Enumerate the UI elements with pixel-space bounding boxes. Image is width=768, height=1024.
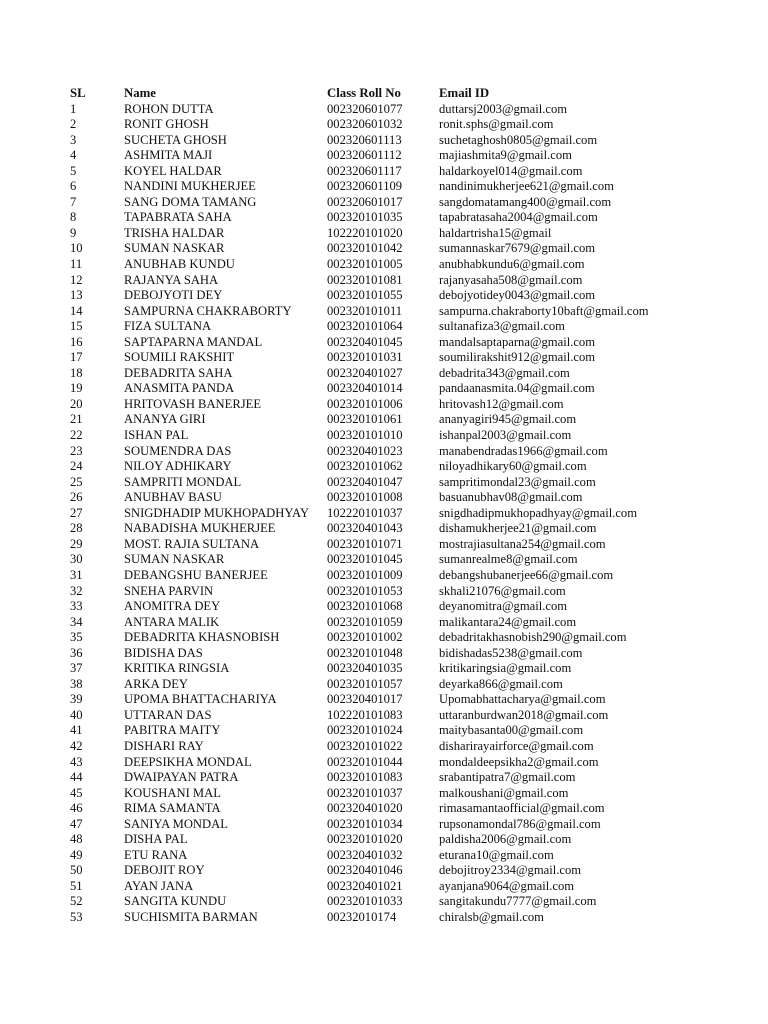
cell-name: TAPABRATA SAHA xyxy=(124,210,232,225)
cell-class-roll-no: 002320401017 xyxy=(327,692,403,707)
cell-name: SANIYA MONDAL xyxy=(124,816,228,831)
table-row xyxy=(70,102,690,118)
cell-sl: 44 xyxy=(70,770,83,785)
cell-class-roll-no: 002320101020 xyxy=(327,832,403,847)
cell-class-roll-no: 002320401035 xyxy=(327,661,403,676)
cell-class-roll-no: 002320601017 xyxy=(327,194,403,209)
table-row xyxy=(70,257,690,273)
cell-class-roll-no: 002320101044 xyxy=(327,754,403,769)
cell-class-roll-no: 00232010174 xyxy=(327,909,397,924)
cell-class-roll-no: 002320101048 xyxy=(327,645,403,660)
cell-class-roll-no: 002320101081 xyxy=(327,272,403,287)
table-row xyxy=(70,646,690,662)
cell-name: ANANYA GIRI xyxy=(124,412,206,427)
cell-name: AYAN JANA xyxy=(124,878,194,893)
cell-class-roll-no: 002320101006 xyxy=(327,396,403,411)
table-row xyxy=(70,801,690,817)
cell-sl: 37 xyxy=(70,661,83,676)
table-row xyxy=(70,848,690,864)
cell-email: sampurna.chakraborty10baft@gmail.com xyxy=(439,303,649,318)
table-row xyxy=(70,164,690,180)
cell-sl: 46 xyxy=(70,801,83,816)
cell-name: SAMPRITI MONDAL xyxy=(124,474,242,489)
cell-email: mostrajiasultana254@gmail.com xyxy=(439,536,606,551)
table-row xyxy=(70,786,690,802)
cell-name: KOUSHANI MAL xyxy=(124,785,221,800)
table-row xyxy=(70,133,690,149)
cell-email: pandaanasmita.04@gmail.com xyxy=(439,381,595,396)
cell-email: majiashmita9@gmail.com xyxy=(439,148,572,163)
cell-class-roll-no: 002320601117 xyxy=(327,163,402,178)
table-row xyxy=(70,304,690,320)
cell-class-roll-no: 002320401023 xyxy=(327,443,403,458)
cell-sl: 25 xyxy=(70,474,83,489)
cell-name: FIZA SULTANA xyxy=(124,319,212,334)
cell-name: PABITRA MAITY xyxy=(124,723,221,738)
table-row xyxy=(70,879,690,895)
cell-email: snigdhadipmukhopadhyay@gmail.com xyxy=(439,505,638,520)
table-row xyxy=(70,412,690,428)
cell-sl: 12 xyxy=(70,272,83,287)
table-row xyxy=(70,350,690,366)
cell-sl: 31 xyxy=(70,567,83,582)
cell-email: deyarka866@gmail.com xyxy=(439,676,563,691)
cell-class-roll-no: 002320401021 xyxy=(327,878,403,893)
cell-class-roll-no: 002320101059 xyxy=(327,614,403,629)
cell-email: sangdomatamang400@gmail.com xyxy=(439,194,612,209)
table-row xyxy=(70,537,690,553)
cell-name: DEBOJIT ROY xyxy=(124,863,205,878)
cell-email: suchetaghosh0805@gmail.com xyxy=(439,132,598,147)
table-row xyxy=(70,288,690,304)
cell-name: SAMPURNA CHAKRABORTY xyxy=(124,303,292,318)
cell-sl: 5 xyxy=(70,163,77,178)
cell-class-roll-no: 002320101002 xyxy=(327,630,403,645)
table-row xyxy=(70,179,690,195)
cell-class-roll-no: 002320401046 xyxy=(327,863,403,878)
table-row xyxy=(70,366,690,382)
table-row xyxy=(70,817,690,833)
cell-email: Upomabhattacharya@gmail.com xyxy=(439,692,606,707)
cell-class-roll-no: 002320101009 xyxy=(327,567,403,582)
table-row xyxy=(70,475,690,491)
table-row xyxy=(70,661,690,677)
cell-email: anubhabkundu6@gmail.com xyxy=(439,257,585,272)
cell-name: NABADISHA MUKHERJEE xyxy=(124,521,276,536)
cell-email: paldisha2006@gmail.com xyxy=(439,832,572,847)
cell-name: NILOY ADHIKARY xyxy=(124,459,232,474)
cell-class-roll-no: 002320101064 xyxy=(327,319,403,334)
table-row xyxy=(70,894,690,910)
table-row xyxy=(70,444,690,460)
cell-email: malikantara24@gmail.com xyxy=(439,614,577,629)
table-row xyxy=(70,273,690,289)
cell-class-roll-no: 002320101010 xyxy=(327,428,403,443)
cell-sl: 9 xyxy=(70,225,77,240)
cell-name: SANG DOMA TAMANG xyxy=(124,194,257,209)
cell-name: ANOMITRA DEY xyxy=(124,599,221,614)
cell-sl: 19 xyxy=(70,381,83,396)
cell-sl: 24 xyxy=(70,459,83,474)
cell-sl: 2 xyxy=(70,117,77,132)
cell-email: mondaldeepsikha2@gmail.com xyxy=(439,754,599,769)
cell-name: SUMAN NASKAR xyxy=(124,552,225,567)
cell-sl: 26 xyxy=(70,490,83,505)
cell-name: SOUMILI RAKSHIT xyxy=(124,350,235,365)
cell-name: DEBADRITA SAHA xyxy=(124,365,233,380)
cell-name: BIDISHA DAS xyxy=(124,645,203,660)
cell-email: soumilirakshit912@gmail.com xyxy=(439,350,596,365)
cell-email: maitybasanta00@gmail.com xyxy=(439,723,584,738)
table-body xyxy=(70,102,690,926)
cell-name: MOST. RAJIA SULTANA xyxy=(124,536,260,551)
cell-sl: 11 xyxy=(70,257,83,272)
table-row xyxy=(70,677,690,693)
cell-name: SUCHETA GHOSH xyxy=(124,132,227,147)
table-row xyxy=(70,910,690,926)
cell-name: UPOMA BHATTACHARIYA xyxy=(124,692,277,707)
table-row xyxy=(70,428,690,444)
cell-email: sampritimondal23@gmail.com xyxy=(439,474,596,489)
cell-email: rupsonamondal786@gmail.com xyxy=(439,816,601,831)
cell-email: rajanyasaha508@gmail.com xyxy=(439,272,583,287)
cell-class-roll-no: 002320601077 xyxy=(327,101,403,116)
table-row xyxy=(70,397,690,413)
cell-name: SUCHISMITA BARMAN xyxy=(124,909,258,924)
cell-sl: 53 xyxy=(70,909,83,924)
cell-sl: 40 xyxy=(70,707,83,722)
cell-email: ayanjana9064@gmail.com xyxy=(439,878,575,893)
cell-name: DEEPSIKHA MONDAL xyxy=(124,754,252,769)
cell-sl: 15 xyxy=(70,319,83,334)
cell-class-roll-no: 002320101068 xyxy=(327,599,403,614)
cell-name: SUMAN NASKAR xyxy=(124,241,225,256)
cell-email: uttaranburdwan2018@gmail.com xyxy=(439,707,609,722)
cell-sl: 29 xyxy=(70,536,83,551)
cell-name: RONIT GHOSH xyxy=(124,117,209,132)
cell-sl: 30 xyxy=(70,552,83,567)
table-row xyxy=(70,148,690,164)
cell-class-roll-no: 002320401043 xyxy=(327,521,403,536)
cell-email: tapabratasaha2004@gmail.com xyxy=(439,210,598,225)
cell-name: ETU RANA xyxy=(124,847,188,862)
table-row xyxy=(70,568,690,584)
cell-class-roll-no: 002320601109 xyxy=(327,179,403,194)
cell-sl: 41 xyxy=(70,723,83,738)
cell-name: ANUBHAV BASU xyxy=(124,490,222,505)
cell-sl: 47 xyxy=(70,816,83,831)
table-header-row xyxy=(70,86,690,102)
cell-email: haldarkoyel014@gmail.com xyxy=(439,163,583,178)
table-row xyxy=(70,381,690,397)
cell-sl: 6 xyxy=(70,179,77,194)
cell-name: ISHAN PAL xyxy=(124,428,189,443)
cell-class-roll-no: 002320101033 xyxy=(327,894,403,909)
cell-name: UTTARAN DAS xyxy=(124,707,212,722)
header-sl: SL xyxy=(70,86,86,100)
cell-class-roll-no: 002320101083 xyxy=(327,770,403,785)
table-row xyxy=(70,863,690,879)
cell-name: DWAIPAYAN PATRA xyxy=(124,770,239,785)
cell-class-roll-no: 002320101053 xyxy=(327,583,403,598)
cell-class-roll-no: 002320401020 xyxy=(327,801,403,816)
cell-class-roll-no: 002320401027 xyxy=(327,365,403,380)
cell-class-roll-no: 102220101020 xyxy=(327,225,403,240)
table-row xyxy=(70,319,690,335)
cell-name: ANASMITA PANDA xyxy=(124,381,235,396)
cell-sl: 49 xyxy=(70,847,83,862)
cell-email: duttarsj2003@gmail.com xyxy=(439,101,568,116)
cell-class-roll-no: 002320601032 xyxy=(327,117,403,132)
cell-name: ARKA DEY xyxy=(124,676,189,691)
cell-sl: 4 xyxy=(70,148,77,163)
table-row xyxy=(70,195,690,211)
cell-sl: 16 xyxy=(70,334,83,349)
cell-email: kritikaringsia@gmail.com xyxy=(439,661,572,676)
cell-class-roll-no: 002320101055 xyxy=(327,288,403,303)
cell-email: mandalsaptaparna@gmail.com xyxy=(439,334,596,349)
cell-sl: 28 xyxy=(70,521,83,536)
cell-sl: 20 xyxy=(70,396,83,411)
cell-name: SOUMENDRA DAS xyxy=(124,443,232,458)
cell-email: haldartrisha15@gmail xyxy=(439,225,552,240)
student-roster-table xyxy=(70,86,690,926)
table-row xyxy=(70,241,690,257)
cell-sl: 17 xyxy=(70,350,83,365)
cell-email: rimasamantaofficial@gmail.com xyxy=(439,801,605,816)
cell-sl: 51 xyxy=(70,878,83,893)
cell-sl: 35 xyxy=(70,630,83,645)
table-row xyxy=(70,506,690,522)
table-row xyxy=(70,117,690,133)
cell-class-roll-no: 002320401032 xyxy=(327,847,403,862)
cell-class-roll-no: 102220101037 xyxy=(327,505,403,520)
cell-email: debojyotidey0043@gmail.com xyxy=(439,288,596,303)
table-row xyxy=(70,755,690,771)
cell-name: SNEHA PARVIN xyxy=(124,583,214,598)
table-row xyxy=(70,584,690,600)
header-name: Name xyxy=(124,86,156,100)
cell-email: manabendradas1966@gmail.com xyxy=(439,443,608,458)
cell-name: DEBOJYOTI DEY xyxy=(124,288,223,303)
cell-class-roll-no: 002320101042 xyxy=(327,241,403,256)
cell-email: niloyadhikary60@gmail.com xyxy=(439,459,587,474)
table-row xyxy=(70,739,690,755)
cell-sl: 32 xyxy=(70,583,83,598)
table-row xyxy=(70,723,690,739)
cell-email: bidishadas5238@gmail.com xyxy=(439,645,583,660)
cell-class-roll-no: 002320401014 xyxy=(327,381,403,396)
cell-name: SANGITA KUNDU xyxy=(124,894,227,909)
table-row xyxy=(70,832,690,848)
cell-name: RIMA SAMANTA xyxy=(124,801,221,816)
table-row xyxy=(70,226,690,242)
cell-class-roll-no: 002320101071 xyxy=(327,536,403,551)
cell-class-roll-no: 102220101083 xyxy=(327,707,403,722)
cell-sl: 10 xyxy=(70,241,83,256)
cell-name: TRISHA HALDAR xyxy=(124,225,225,240)
cell-class-roll-no: 002320101031 xyxy=(327,350,403,365)
cell-class-roll-no: 002320101061 xyxy=(327,412,403,427)
cell-email: sumannaskar7679@gmail.com xyxy=(439,241,596,256)
cell-class-roll-no: 002320101035 xyxy=(327,210,403,225)
cell-class-roll-no: 002320101005 xyxy=(327,257,403,272)
cell-sl: 13 xyxy=(70,288,83,303)
cell-class-roll-no: 002320101037 xyxy=(327,785,403,800)
cell-class-roll-no: 002320401045 xyxy=(327,334,403,349)
cell-sl: 43 xyxy=(70,754,83,769)
cell-class-roll-no: 002320101045 xyxy=(327,552,403,567)
cell-email: basuanubhav08@gmail.com xyxy=(439,490,583,505)
cell-name: DISHA PAL xyxy=(124,832,188,847)
cell-sl: 23 xyxy=(70,443,83,458)
cell-name: HRITOVASH BANERJEE xyxy=(124,396,262,411)
cell-sl: 14 xyxy=(70,303,83,318)
cell-sl: 27 xyxy=(70,505,83,520)
cell-name: KOYEL HALDAR xyxy=(124,163,222,178)
cell-sl: 3 xyxy=(70,132,77,147)
cell-class-roll-no: 002320401047 xyxy=(327,474,403,489)
header-email-id: Email ID xyxy=(439,86,490,100)
cell-name: DEBANGSHU BANERJEE xyxy=(124,567,268,582)
cell-sl: 18 xyxy=(70,365,83,380)
cell-email: ishanpal2003@gmail.com xyxy=(439,428,572,443)
cell-email: sangitakundu7777@gmail.com xyxy=(439,894,597,909)
table-row xyxy=(70,615,690,631)
table-row xyxy=(70,599,690,615)
cell-name: ANTARA MALIK xyxy=(124,614,220,629)
cell-email: ananyagiri945@gmail.com xyxy=(439,412,577,427)
table-row xyxy=(70,490,690,506)
cell-name: DEBADRITA KHASNOBISH xyxy=(124,630,280,645)
cell-email: ronit.sphs@gmail.com xyxy=(439,117,554,132)
cell-class-roll-no: 002320101022 xyxy=(327,738,403,753)
cell-email: chiralsb@gmail.com xyxy=(439,909,544,924)
cell-name: ROHON DUTTA xyxy=(124,101,214,116)
cell-sl: 38 xyxy=(70,676,83,691)
cell-sl: 1 xyxy=(70,101,77,116)
table-row xyxy=(70,459,690,475)
cell-sl: 34 xyxy=(70,614,83,629)
cell-email: eturana10@gmail.com xyxy=(439,847,554,862)
cell-email: debojitroy2334@gmail.com xyxy=(439,863,582,878)
cell-name: KRITIKA RINGSIA xyxy=(124,661,230,676)
cell-email: debadritakhasnobish290@gmail.com xyxy=(439,630,627,645)
cell-sl: 22 xyxy=(70,428,83,443)
cell-class-roll-no: 002320101011 xyxy=(327,303,403,318)
cell-sl: 45 xyxy=(70,785,83,800)
cell-class-roll-no: 002320601112 xyxy=(327,148,402,163)
cell-sl: 48 xyxy=(70,832,83,847)
cell-email: skhali21076@gmail.com xyxy=(439,583,566,598)
cell-email: nandinimukherjee621@gmail.com xyxy=(439,179,614,194)
cell-email: sumanrealme8@gmail.com xyxy=(439,552,578,567)
cell-email: malkoushani@gmail.com xyxy=(439,785,569,800)
cell-sl: 42 xyxy=(70,738,83,753)
table-row xyxy=(70,708,690,724)
table-row xyxy=(70,692,690,708)
cell-email: debangshubanerjee66@gmail.com xyxy=(439,567,614,582)
table-row xyxy=(70,552,690,568)
cell-email: srabantipatra7@gmail.com xyxy=(439,770,576,785)
table-row xyxy=(70,210,690,226)
cell-name: ANUBHAB KUNDU xyxy=(124,257,235,272)
cell-email: debadrita343@gmail.com xyxy=(439,365,570,380)
cell-email: hritovash12@gmail.com xyxy=(439,396,564,411)
header-class-roll-no: Class Roll No xyxy=(327,86,401,100)
cell-class-roll-no: 002320101008 xyxy=(327,490,403,505)
cell-name: SNIGDHADIP MUKHOPADHYAY xyxy=(124,505,310,520)
table-row xyxy=(70,521,690,537)
cell-email: disharirayairforce@gmail.com xyxy=(439,738,594,753)
cell-sl: 21 xyxy=(70,412,83,427)
cell-sl: 8 xyxy=(70,210,77,225)
cell-name: ASHMITA MAJI xyxy=(124,148,213,163)
table-row xyxy=(70,630,690,646)
cell-name: RAJANYA SAHA xyxy=(124,272,219,287)
cell-class-roll-no: 002320101062 xyxy=(327,459,403,474)
cell-email: deyanomitra@gmail.com xyxy=(439,599,568,614)
cell-name: NANDINI MUKHERJEE xyxy=(124,179,256,194)
cell-name: DISHARI RAY xyxy=(124,738,204,753)
cell-sl: 33 xyxy=(70,599,83,614)
cell-class-roll-no: 002320101034 xyxy=(327,816,403,831)
cell-sl: 36 xyxy=(70,645,83,660)
cell-class-roll-no: 002320601113 xyxy=(327,132,402,147)
cell-name: SAPTAPARNA MANDAL xyxy=(124,334,263,349)
cell-email: dishamukherjee21@gmail.com xyxy=(439,521,597,536)
cell-class-roll-no: 002320101057 xyxy=(327,676,403,691)
table-row xyxy=(70,335,690,351)
cell-class-roll-no: 002320101024 xyxy=(327,723,403,738)
cell-sl: 52 xyxy=(70,894,83,909)
cell-sl: 7 xyxy=(70,194,77,209)
cell-email: sultanafiza3@gmail.com xyxy=(439,319,565,334)
table-row xyxy=(70,770,690,786)
cell-sl: 39 xyxy=(70,692,83,707)
cell-sl: 50 xyxy=(70,863,83,878)
